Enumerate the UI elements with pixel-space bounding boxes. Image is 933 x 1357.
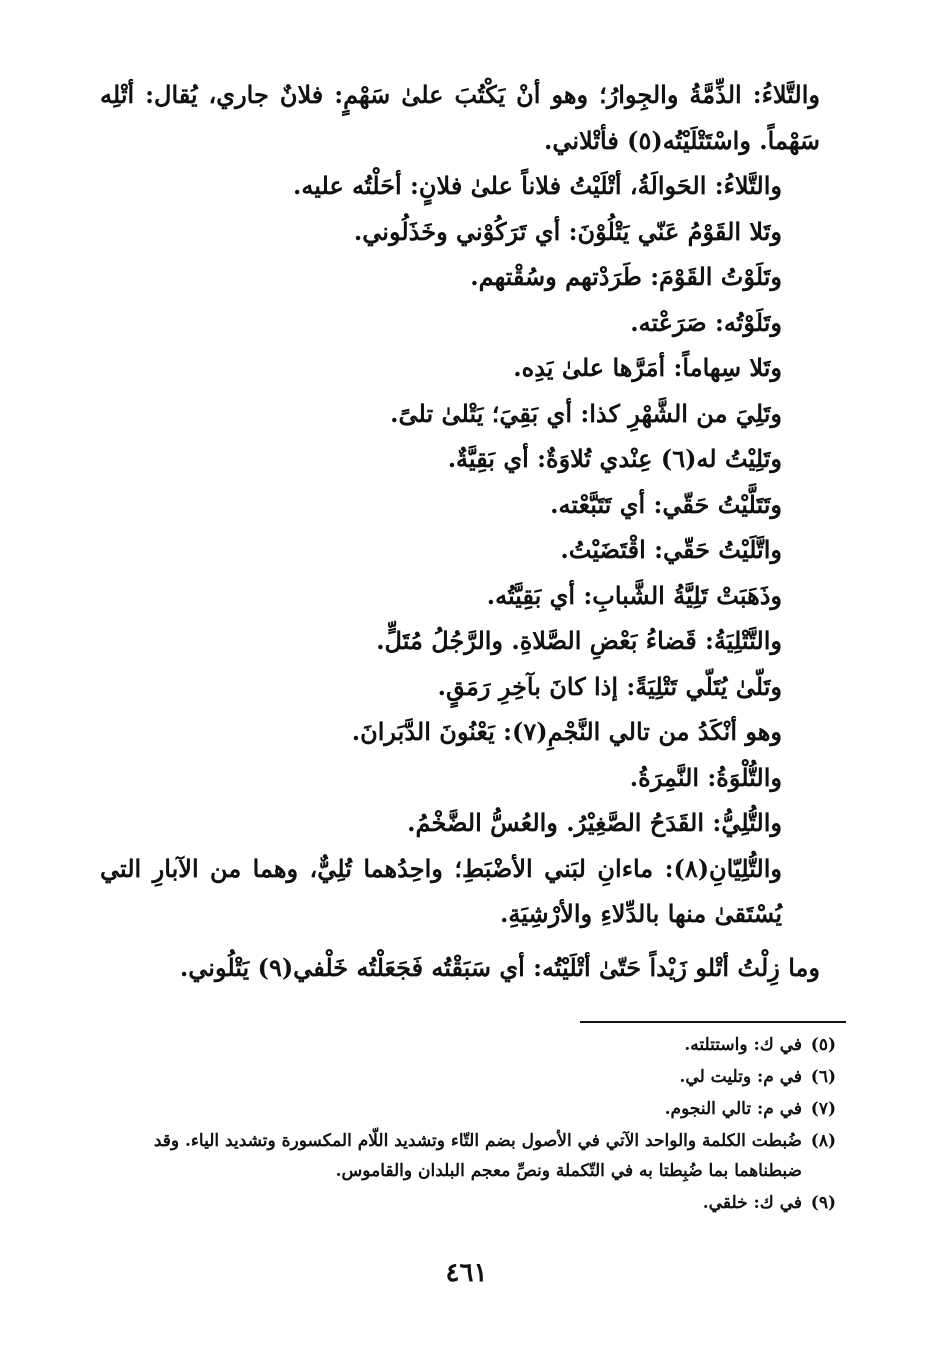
- footnote-number: (٩): [810, 1193, 836, 1213]
- entry-tatallaytu: وتَتَلَّيْتُ حَقّي: أي تَتَبَّعْته.: [550, 489, 782, 519]
- entry-tuliyy: والتُّلِيُّ: القَدَحُ الصَّغِيْرُ. والعُسُّ الضَّخْمُ.: [407, 808, 782, 837]
- entry-tala-dhimma: والتَّلاءُ: الذِّمَّةُ والجِوارُ؛ وهو أنْ يَكْتُبَ علىٰ سَهْمٍ: فلانٌ جاري، يُقال: أتْلِه سَهْماً. واسْتَتْلَيْتُه(٥) فأتْلاني.: [100, 80, 820, 155]
- footnote-text: في م: تالي النجوم.: [664, 1099, 802, 1119]
- entry-tala-hawala: والتَّلاءُ: الحَوالَةُ، أتْلَيْتُ فلاناً علىٰ فلانٍ: أحَلْتُه عليه.: [293, 171, 782, 200]
- footnote-8: [108, 1126, 836, 1186]
- entry-ittalaytu: واتَّلَيْتُ حَقّي: اقْتَضَيْتُ.: [560, 535, 782, 564]
- footnote-number: (٨): [810, 1131, 836, 1151]
- footnote-text: في ك: واستتلته.: [684, 1035, 802, 1055]
- footnote-number: (٧): [810, 1099, 836, 1119]
- entry-tala-qawm: وتَلا القَوْمُ عَنّي يَتْلُوْنَ: أي تَرَكُوْني وخَذَلُوني.: [353, 216, 782, 246]
- footnote-number: (٦): [810, 1067, 836, 1087]
- footnote-separator: [580, 1021, 846, 1023]
- entry-tuliyyan: والتُّلِيّانِ(٨): ماءانِ لبَني الأضْبَطِ؛ واحِدُهما تُلِيٌّ، وهما من الآبارِ التي يُسْتَقىٰ منها بالدِّلاءِ والأرْشِيَةِ.: [100, 853, 782, 928]
- entry-talla-yutalli: وتَلّىٰ يُتَلّي تَتْلِيَةً: إذا كانَ بآخِرِ رَمَقٍ.: [437, 671, 782, 701]
- footnote-6: [108, 1062, 836, 1092]
- footnotes: [108, 1030, 836, 1220]
- entry-taliyyat-shabab: وذَهَبَتْ تَلِيَّةُ الشَّبابِ: أي بَقِيَّتُه.: [486, 580, 782, 610]
- footnote-7: [108, 1094, 836, 1124]
- entry-talawtu-qawm: وتَلَوْتُ القَوْمَ: طَرَدْتهم وسُقْتهم.: [470, 262, 782, 291]
- entry-talawtuhu: وتَلَوْتُه: صَرَعْته.: [630, 307, 782, 337]
- entry-tali-najm: وهو أنْكَدُ من تالي النَّجْمِ(٧): يَعْنُونَ الدَّبَرانَ.: [351, 717, 782, 746]
- footnote-text: في ك: خلقي.: [702, 1193, 802, 1213]
- footnote-5: [108, 1030, 836, 1060]
- footnote-text: في م: وتليت لي.: [679, 1067, 802, 1087]
- entry-tatliya-salat: والتَّتْلِيَةُ: قَضاءُ بَعْضِ الصَّلاةِ. والرَّجُلُ مُتَلٍّ.: [376, 626, 782, 655]
- body-text: [100, 72, 846, 990]
- entry-tulwa: والتُّلْوَةُ: النَّمِرَةُ.: [629, 762, 782, 792]
- entry-tala-sihaman: وتَلا سِهاماً: أمَرَّها علىٰ يَدِه.: [513, 353, 782, 382]
- entry-atlu-zaydan: وما زِلْتُ أتْلو زَيْداً حَتّىٰ أتْلَيْتُه: أي سَبَقْتُه فَجَعَلْتُه خَلْفي(٩) يَتْلُوني.: [179, 952, 820, 982]
- footnote-number: (٥): [810, 1035, 836, 1055]
- entry-tulawa: وتَلِيْتُ له(٦) عِنْدي تُلاوَةٌ: أي بَقِيَّةٌ.: [447, 444, 782, 473]
- page-number: ٤٦١: [445, 1258, 488, 1288]
- footnote-text: ضُبطت الكلمة والواحد الآتي في الأصول بضم التّاء وتشديد اللّام المكسورة وتشديد الياء. وقد ضبطناهما بما ضُبِطتا به في التّكملة ونصِّ معجم البلدان والقاموس.: [153, 1131, 802, 1181]
- entry-taliya-shahr: وتَلِيَ من الشَّهْرِ كذا: أي بَقِيَ؛ يَتْلىٰ تلىً.: [390, 398, 782, 428]
- footnote-9: [108, 1188, 836, 1218]
